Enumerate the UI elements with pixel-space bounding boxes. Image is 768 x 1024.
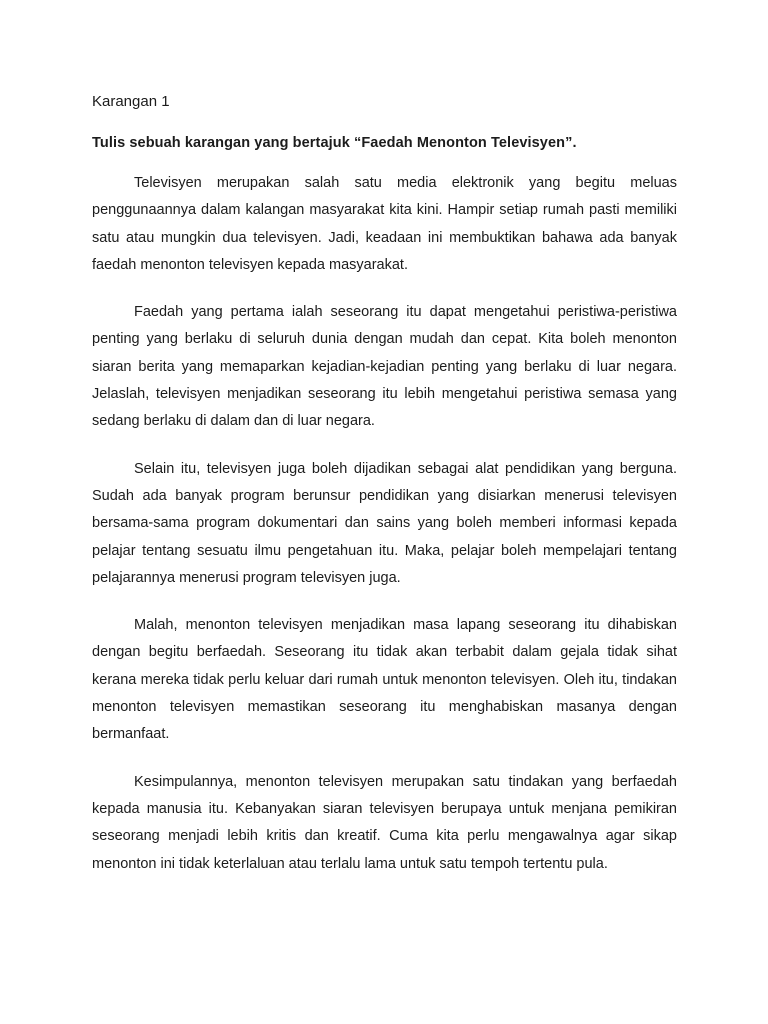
essay-prompt: Tulis sebuah karangan yang bertajuk “Faedah Menonton Televisyen”.: [92, 135, 577, 151]
document-heading: Karangan 1: [92, 93, 170, 110]
essay-paragraph-1: Televisyen merupakan salah satu media elektronik yang begitu meluas penggunaannya dalam kalangan masyarakat kita kini. Hampir setiap rumah pasti memiliki satu atau mungkin dua televisyen. Jadi, keadaan ini membuktikan bahawa ada banyak faedah menonton televisyen kepada masyarakat.: [92, 175, 677, 273]
essay-paragraph-4: Malah, menonton televisyen menjadikan masa lapang seseorang itu dihabiskan dengan begitu berfaedah. Seseorang itu tidak akan terbabit dalam gejala tidak sihat kerana mereka tidak perlu keluar dari rumah untuk menonton televisyen. Oleh itu, tindakan menonton televisyen memastikan seseorang itu menghabiskan masanya dengan bermanfaat.: [92, 617, 677, 743]
essay-body: [92, 170, 677, 898]
essay-paragraph-3: Selain itu, televisyen juga boleh dijadikan sebagai alat pendidikan yang berguna. Sudah ada banyak program berunsur pendidikan yang disiarkan menerusi televisyen bersama-sama program dokumentari dan sains yang boleh memberi informasi kepada pelajar tentang sesuatu ilmu pengetahuan itu. Maka, pelajar boleh mempelajari tentang pelajarannya menerusi program televisyen juga.: [92, 460, 677, 586]
essay-paragraph-2: Faedah yang pertama ialah seseorang itu dapat mengetahui peristiwa-peristiwa penting yang berlaku di seluruh dunia dengan mudah dan cepat. Kita boleh menonton siaran berita yang memaparkan kejadian-kejadian penting yang berlaku di luar negara. Jelaslah, televisyen menjadikan seseorang itu lebih mengetahui peristiwa semasa yang sedang berlaku di dalam dan di luar negara.: [92, 304, 677, 430]
essay-paragraph-5: Kesimpulannya, menonton televisyen merupakan satu tindakan yang berfaedah kepada manusia itu. Kebanyakan siaran televisyen berupaya untuk menjana pemikiran seseorang menjadi lebih kritis dan kreatif. Cuma kita perlu mengawalnya agar sikap menonton ini tidak keterlaluan atau terlalu lama untuk satu tempoh tertentu pula.: [92, 773, 677, 872]
